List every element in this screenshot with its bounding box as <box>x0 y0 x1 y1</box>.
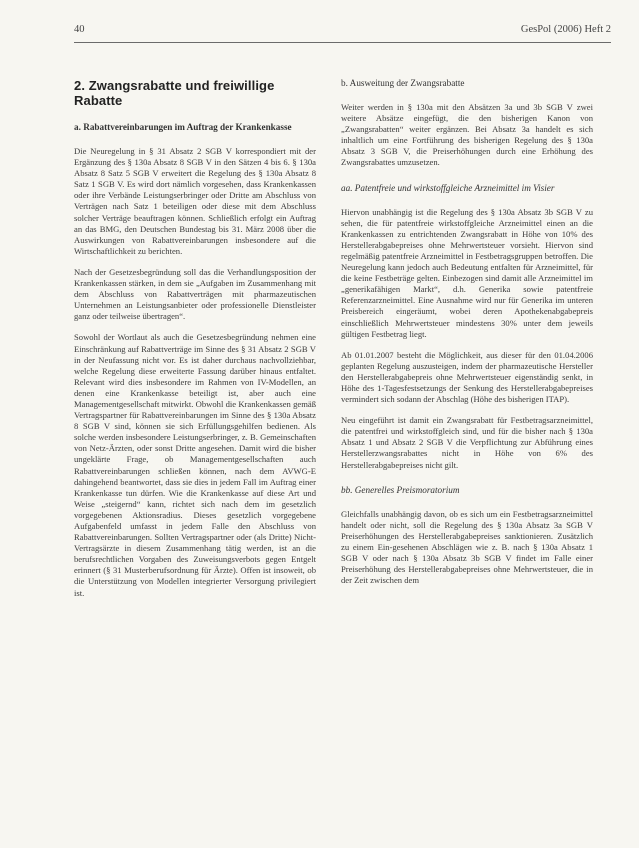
paragraph: Ab 01.01.2007 besteht die Möglichkeit, aus dieser für den 01.04.2006 geplanten Regelung auszusteigen, indem der pharmazeutische Hersteller den Herstellerabgabepreis ohne Mehrwertsteuer eigenständig senkt, in Höhe des 1-Tagesfestsetzungs der Senkung des Herstellerabgabepreises vermindert sich sodann der Abschlag (Höhe des bisherigen ITAP). <box>341 349 593 405</box>
subsection-heading-a: a. Rabattvereinbarungen im Auftrag der Krankenkasse <box>74 122 292 132</box>
paragraph: Die Neuregelung in § 31 Absatz 2 SGB V korrespondiert mit der Ergänzung des § 130a Absatz 8 SGB V in den Sätzen 4 bis 6. § 130a Absatz 8 Satz 5 SGB V erweitert die Regelung des § 130a Absatz 8 Satz 1 SGB V. Es wird dort nämlich vorgesehen, dass Krankenkassen oder ihre Verbände Leistungserbringer oder Dritte am Abschluss von Verträgen nach Satz 1 beteiligen oder diese mit dem Abschluss solcher Verträge beauftragen können. Schließlich erfolgt ein Auftrag an das BMG, den Deutschen Bundestag bis 31. März 2008 über die Auswirkungen von Rabattvereinbarungen insbesondere auf die Wirtschaftlichkeit zu berichten. <box>74 146 316 256</box>
paragraph: Weiter werden in § 130a mit den Absätzen 3a und 3b SGB V zwei weitere Absätze eingefügt, die den bisherigen Kanon von „Zwangsrabatten“ weiter ergänzen. Bei Absatz 3a handelt es sich inhaltlich um eine Fortführung des bisherigen Regelung des § 130a Absatz 3 SGB V, die Preiserhöhungen durch eine Erhöhung des Zwangsrabattes umzusetzen. <box>341 102 593 168</box>
subsection-heading-aa: aa. Patentfreie und wirkstoffgleiche Arzneimittel im Visier <box>341 182 555 193</box>
paragraph: Gleichfalls unabhängig davon, ob es sich um ein Festbetragsarzneimittel handelt oder nicht, soll die Regelung des § 130a Absatz 3a SGB V Preiserhöhungen des Herstellerabgabepreises sanktionieren. Zusätzlich zu einem Ein-gesehenen Abschlägen wie z. B. nach § 130a Absatz 1 SGB V oder nach § 130a Absatz 3b SGB V findet im Falle einer Preiserhöhung des Herstellerabgabepreises ohne Mehrwertsteuer, die in der Zeit zwischen dem <box>341 508 593 586</box>
right-column <box>341 78 593 596</box>
paragraph: Sowohl der Wortlaut als auch die Gesetzesbegründung nehmen eine Einschränkung auf Rabattverträge im Sinne des § 31 Absatz 2 SGB V in der Neufassung nicht vor. Es ist daher durchaus nachvollziehbar, welche Regelung diese erweiterte Fassung darüber hinaus entfaltet. Relevant wird dies insbesondere im Rahmen von IV-Modellen, an denen eine Krankenkasse beteiligt ist, aber auch eine Managementgesellschaft mitwirkt. Obwohl die Krankenkassen gemäß Vertragspartner für Rabattvereinbarungen im Sinne des § 130a Absatz 8 SGB V sind, können sie sich Erfüllungsgehilfen bedienen. Als solche werden insbesondere Leistungserbringer, z. B. Gemeinschaften von Netz-Ärzten, oder sonst Dritte angesehen. Damit wird die bisher ungeklärte Frage, ob Managementgesellschaften auch Rabattvereinbarungen schließen können, nach dem AVWG-E dahingehend beantwortet, dass sie dies in jedem Fall im Auftrag einer Krankenkasse tun dürfen. Wie die Krankenkasse auf diese Art und Weise „steigernd“ kann, richtet sich nach dem im gesetzlich vorgegebenen Aktionsradius. Dieses gesetzlich vorgegebene Aufgabenfeld umfasst in jedem Falle den Abschluss von Rabattvereinbarungen. Sollten Vertragspartner oder (als Dritte) Nicht-Vertragsärzte in diesem Zusammenhang tätig werden, ist an die berufsrechtlichen Vorgaben des Zuweisungsverbots gegen Entgelt erinnert (§ 31 Musterberufsordnung für Ärzte). Offen ist insoweit, ob die Unterstützung von Modellen integrierter Versorgung privilegiert ist. <box>74 332 316 598</box>
page-number: 40 <box>74 24 85 35</box>
paragraph: Neu eingeführt ist damit ein Zwangsrabatt für Festbetragsarzneimittel, die patentfrei und wirkstoffgleich sind, und für die bisher nach § 130a Absatz 1 und Absatz 2 SGB V die Verpflichtung zur Abführung eines Herstellerzwangsrabattes nicht in Höhe von 6% des Herstellerabgabepreises nicht gilt. <box>341 415 593 470</box>
paragraph: Hiervon unabhängig ist die Regelung des § 130a Absatz 3b SGB V zu sehen, die für patentfreie wirkstoffgleiche Arzneimittel einen an die Krankenkassen zu entrichtenden Zwangsrabatt in Höhe von 10% des Herstellerabgabepreises ohne Mehrwertsteuer vorsieht. Hiervon sind regelmäßig patentfreie Arzneimittel in Festbetragsgruppen betroffen. Die Neuregelung kann jedoch auch Bedeutung entfalten für Arzneimittel, für die keine Festbeträge gelten. Einbezogen sind damit alle Arzneimittel im „generikafähigen Markt“, d.h. Generika sowie patentfreie Referenzarzneimittel. Eine Ausnahme wird nur für Generika im unteren Preisbereich eingeräumt, wobei deren Apothekenabgabepreis einschließlich Mehrwertsteuer mindestens 30% unter dem jeweils gültigen Festbetrag liegt. <box>341 206 593 339</box>
left-column <box>74 78 316 609</box>
subsection-heading-bb: bb. Generelles Preismoratorium <box>341 484 460 495</box>
journal-reference: GesPol (2006) Heft 2 <box>520 24 611 35</box>
section-title: 2. Zwangsrabatte und freiwillige Rabatte <box>74 78 275 108</box>
header-rule <box>74 42 611 43</box>
paragraph: Nach der Gesetzesbegründung soll das die Verhandlungsposition der Krankenkassen stärken, in dem sie „Aufgaben im Zusammenhang mit dem Abschluss von Rabattverträgen mit pharmazeutischen Unternehmen an Leistungsanbieter oder professionelle Dienstleister ganz oder teilweise übertragen“. <box>74 266 316 322</box>
subsection-heading-b: b. Ausweitung der Zwangsrabatte <box>341 78 465 88</box>
page-header <box>74 24 611 38</box>
